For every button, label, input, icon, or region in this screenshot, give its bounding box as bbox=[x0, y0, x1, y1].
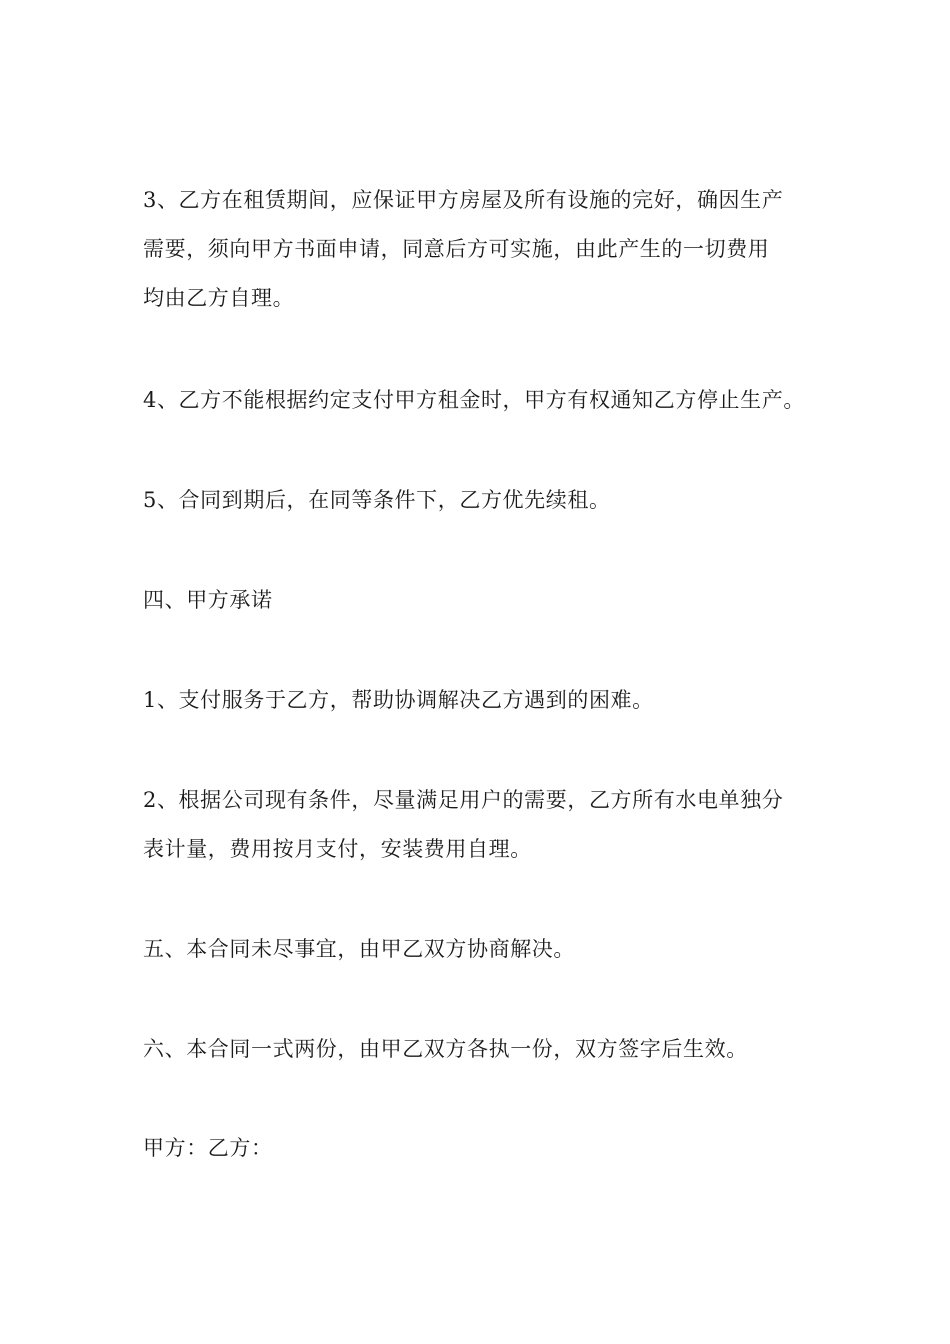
clause-3-line-2: 需要，须向甲方书面申请，同意后方可实施，由此产生的一切费用 bbox=[143, 237, 770, 261]
section-5-paragraph: 五、本合同未尽事宜，由甲乙双方协商解决。 bbox=[143, 937, 575, 961]
section-4-item-1: 1、支付服务于乙方，帮助协调解决乙方遇到的困难。 bbox=[143, 688, 654, 712]
section-4-item-2-line-2: 表计量，费用按月支付，安装费用自理。 bbox=[143, 837, 532, 861]
clause-5-paragraph: 5、合同到期后，在同等条件下，乙方优先续租。 bbox=[143, 488, 611, 512]
clause-3-line-1: 3、乙方在租赁期间，应保证甲方房屋及所有设施的完好，确因生产 bbox=[143, 188, 784, 212]
clause-3-line-3: 均由乙方自理。 bbox=[143, 286, 295, 310]
signature-line: 甲方：乙方： bbox=[143, 1136, 273, 1160]
section-4-item-2 bbox=[143, 776, 823, 874]
clause-4-paragraph: 4、乙方不能根据约定支付甲方租金时，甲方有权通知乙方停止生产。 bbox=[143, 388, 805, 412]
section-6-paragraph: 六、本合同一式两份，由甲乙双方各执一份，双方签字后生效。 bbox=[143, 1037, 748, 1061]
section-4-item-2-line-1: 2、根据公司现有条件，尽量满足用户的需要，乙方所有水电单独分 bbox=[143, 788, 784, 812]
section-4-heading: 四、甲方承诺 bbox=[143, 588, 273, 612]
clause-3-paragraph bbox=[143, 176, 823, 323]
